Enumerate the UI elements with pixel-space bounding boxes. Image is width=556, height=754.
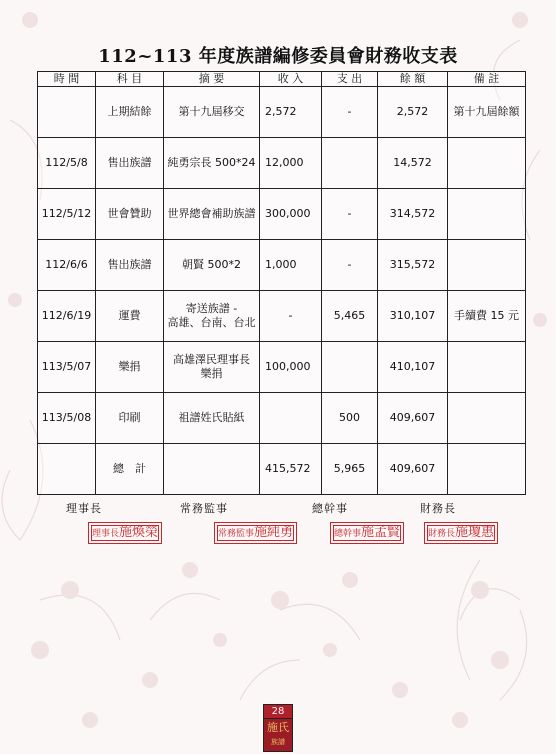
seal-stamp-treasurer: 財務長施瓊惠 [424, 522, 498, 544]
cell-date: 112/6/19 [38, 291, 96, 342]
cell-balance: 2,572 [378, 87, 448, 138]
seal-stamp-supervisor: 常務監事施純勇 [214, 522, 297, 544]
seal-stamp-secretary: 總幹事施孟賢 [330, 522, 404, 544]
page-title: 112~113 年度族譜編修委員會財務收支表 [98, 46, 458, 67]
header-balance: 餘 額 [378, 72, 448, 87]
cell-total-expense: 5,965 [322, 444, 378, 495]
cell-description [164, 444, 260, 495]
cell-description [164, 342, 260, 393]
clan-logo: 施氏 族譜 [263, 719, 293, 752]
cell-income: 12,000 [260, 138, 322, 189]
table-row [38, 240, 526, 291]
header-item: 科 目 [96, 72, 164, 87]
cell-description: 祖譜姓氏貼紙 [164, 393, 260, 444]
signature-row [0, 500, 556, 560]
cell-total-balance: 409,607 [378, 444, 448, 495]
signature-label-treasurer: 財務長 [420, 502, 456, 515]
cell-item: 樂捐 [96, 342, 164, 393]
cell-description: 朝賢 500*2 [164, 240, 260, 291]
cell-date: 112/5/12 [38, 189, 96, 240]
signature-label-chairman: 理事長 [66, 502, 102, 515]
cell-date: 112/6/6 [38, 240, 96, 291]
cell-date: 112/5/8 [38, 138, 96, 189]
cell-income: 1,000 [260, 240, 322, 291]
cell-note [448, 444, 526, 495]
table-row [38, 87, 526, 138]
description-line: 寄送族譜 - [185, 302, 238, 315]
header-expense: 支 出 [322, 72, 378, 87]
cell-expense: 500 [322, 393, 378, 444]
cell-income: 100,000 [260, 342, 322, 393]
table-row [38, 291, 526, 342]
cell-item: 上期結餘 [96, 87, 164, 138]
cell-note: 手續費 15 元 [448, 291, 526, 342]
header-description: 摘 要 [164, 72, 260, 87]
signature-label-supervisor: 常務監事 [180, 502, 228, 515]
cell-note: 第十九屆餘額 [448, 87, 526, 138]
cell-date: 113/5/08 [38, 393, 96, 444]
cell-income: 300,000 [260, 189, 322, 240]
cell-description: 世界總會補助族譜 [164, 189, 260, 240]
cell-item: 世會贊助 [96, 189, 164, 240]
cell-total-label: 總 計 [96, 444, 164, 495]
header-note: 備 註 [448, 72, 526, 87]
cell-income [260, 393, 322, 444]
cell-expense: - [322, 87, 378, 138]
cell-total-income: 415,572 [260, 444, 322, 495]
cell-note [448, 189, 526, 240]
header-date: 時 間 [38, 72, 96, 87]
description-line: 樂捐 [200, 367, 223, 380]
page-number-badge [263, 704, 293, 754]
cell-item: 售出族譜 [96, 138, 164, 189]
cell-description: 第十九屆移交 [164, 87, 260, 138]
table-header-row [38, 72, 526, 87]
cell-balance: 310,107 [378, 291, 448, 342]
cell-expense: - [322, 189, 378, 240]
cell-item: 售出族譜 [96, 240, 164, 291]
cell-note [448, 240, 526, 291]
table-row [38, 189, 526, 240]
cell-expense [322, 138, 378, 189]
table-row [38, 138, 526, 189]
cell-item: 運費 [96, 291, 164, 342]
cell-balance: 314,572 [378, 189, 448, 240]
cell-income: - [260, 291, 322, 342]
cell-balance: 409,607 [378, 393, 448, 444]
signature-label-secretary: 總幹事 [312, 502, 348, 515]
cell-expense [322, 342, 378, 393]
cell-note [448, 138, 526, 189]
finance-table [37, 71, 526, 495]
cell-balance: 14,572 [378, 138, 448, 189]
cell-date: 113/5/07 [38, 342, 96, 393]
description-line: 高雄、台南、台北 [167, 316, 256, 329]
cell-expense: 5,465 [322, 291, 378, 342]
cell-date [38, 87, 96, 138]
cell-balance: 410,107 [378, 342, 448, 393]
cell-expense: - [322, 240, 378, 291]
cell-description: 純勇宗長 500*24 [164, 138, 260, 189]
seal-stamp-chairman: 理事長施煥榮 [88, 522, 162, 544]
table-row [38, 393, 526, 444]
page-number: 28 [263, 704, 293, 719]
cell-note [448, 342, 526, 393]
description-line: 高雄澤民理事長 [173, 353, 250, 366]
cell-item: 印刷 [96, 393, 164, 444]
table-total-row [38, 444, 526, 495]
cell-note [448, 393, 526, 444]
cell-balance: 315,572 [378, 240, 448, 291]
table-row [38, 342, 526, 393]
cell-description [164, 291, 260, 342]
cell-date [38, 444, 96, 495]
header-income: 收 入 [260, 72, 322, 87]
cell-income: 2,572 [260, 87, 322, 138]
